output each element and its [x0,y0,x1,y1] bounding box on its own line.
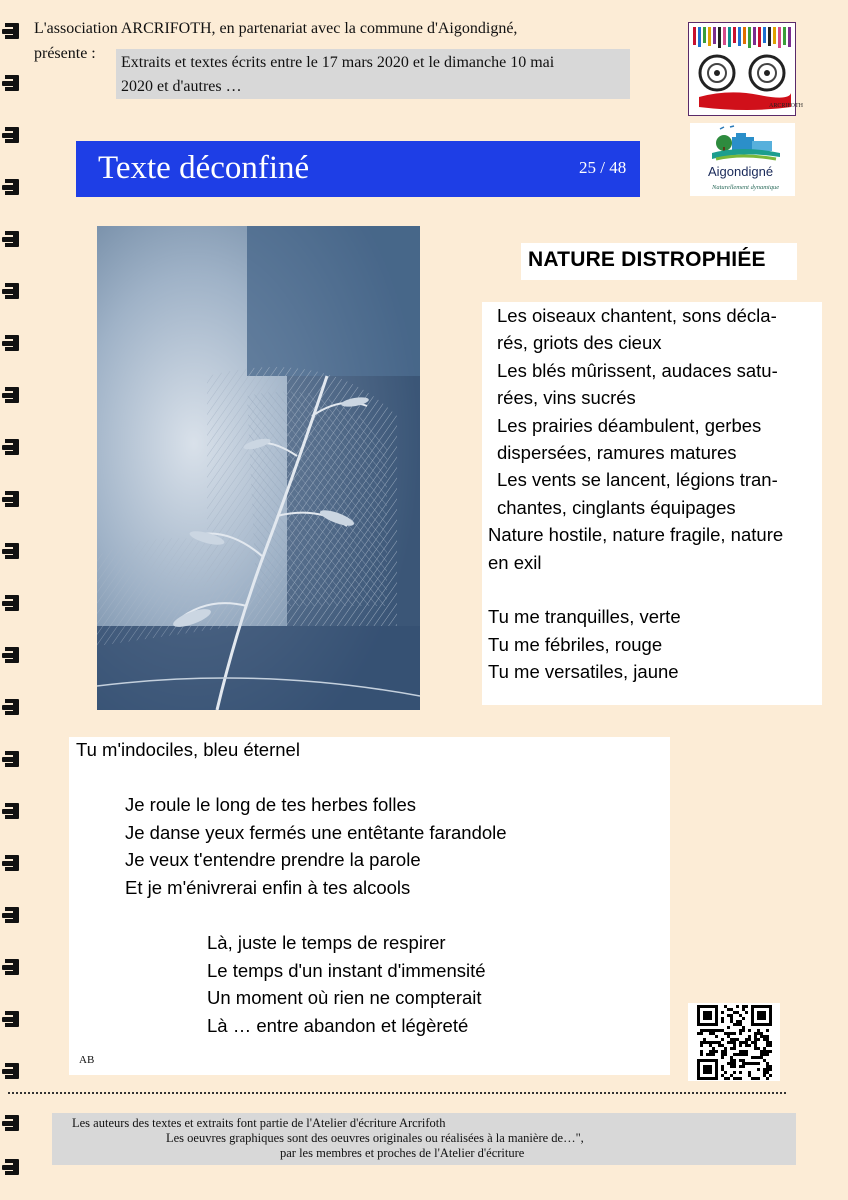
binding-ring-icon [2,283,20,299]
binding-ring-icon [2,439,20,455]
binding-ring-icon [2,387,20,403]
poem-line: Les prairies déambulent, gerbes [497,414,762,436]
qr-code-icon[interactable] [688,1003,780,1081]
binding-ring-icon [2,231,20,247]
poem-line: Nature hostile, nature fragile, nature [488,524,784,546]
arcrifoth-logo [688,22,804,116]
aigondigne-logo [690,123,795,196]
binding-ring-icon [2,803,20,819]
binding-ring-icon [2,855,20,871]
binding-ring-icon [2,1159,20,1175]
poem-line: Je roule le long de tes herbes folles [125,794,417,815]
artwork-graphic [97,226,420,710]
poem-line: dispersées, ramures matures [497,442,737,463]
footer-line-2: Les oeuvres graphiques sont des oeuvres originales ou réalisées à la manière de…", [166,1131,584,1145]
poem-line: Les blés mûrissent, audaces satu- [497,359,778,381]
poem-line: Là, juste le temps de respirer [207,932,446,953]
binding-ring-icon [2,543,20,559]
binding-ring-icon [2,1115,20,1131]
poem-line: Un moment où rien ne compterait [207,987,482,1008]
qr-code-graphic [688,1003,780,1081]
binding-ring-icon [2,75,20,91]
subtitle-line-1: Extraits et textes écrits entre le 17 mars 2020 et le dimanche 10 mai [121,54,555,71]
binding-ring-icon [2,907,20,923]
notebook-binding [0,0,26,1200]
poem-line: Tu me fébriles, rouge [488,633,663,655]
binding-ring-icon [2,647,20,663]
arcrifoth-logo-graphic [689,23,804,115]
poem-line: en exil [488,551,542,573]
binding-ring-icon [2,1011,20,1027]
artwork-image [97,226,420,710]
binding-ring-icon [2,751,20,767]
poem-line: Je veux t'entendre prendre la parole [125,849,421,870]
aigondigne-logo-text: Aigondigné [708,164,774,179]
binding-ring-icon [2,23,20,39]
footer-line-3: par les membres et proches de l'Atelier d'écriture [280,1146,525,1160]
binding-ring-icon [2,335,20,351]
binding-ring-icon [2,959,20,975]
binding-ring-icon [2,491,20,507]
intro-line-1: L'association ARCRIFOTH, en partenariat avec la commune d'Aigondigné, [34,20,518,37]
poem-line: chantes, cinglants équipages [497,496,736,518]
binding-ring-icon [2,595,20,611]
footer-line-1: Les auteurs des textes et extraits font partie de l'Atelier d'écriture Arcrifoth [72,1116,446,1130]
author-initials: AB [79,1054,95,1066]
poem-line: Là … entre abandon et légèreté [207,1014,469,1036]
poem-line: Et je m'énivrerai enfin à tes alcools [125,876,411,898]
footer-divider [8,1092,786,1094]
binding-ring-icon [2,127,20,143]
poem-title: NATURE DISTROPHIÉE [528,248,766,271]
binding-ring-icon [2,699,20,715]
binding-ring-icon [2,1063,20,1079]
aigondigne-logo-graphic [690,123,795,196]
page-number: 25 / 48 [579,158,627,177]
poem-line: Tu m'indociles, bleu éternel [76,739,300,760]
poem-line: rés, griots des cieux [497,332,662,354]
arcrifoth-logo-text: ARCRIFOTH [769,103,804,109]
poem-line: Tu me tranquilles, verte [488,606,681,628]
poem-line: Les vents se lancent, légions tran- [497,469,778,491]
binding-ring-icon [2,179,20,195]
poem-line: Les oiseaux chantent, sons décla- [497,305,777,326]
page-title: Texte déconfiné [98,150,310,186]
poem-line: rées, vins sucrés [497,387,636,409]
poem-line: Je danse yeux fermés une entêtante farandole [125,821,507,843]
intro-line-2: présente : [34,45,96,62]
poem-line: Tu me versatiles, jaune [488,661,679,683]
subtitle-line-2: 2020 et d'autres … [121,78,242,95]
poem-line: Le temps d'un instant d'immensité [207,959,486,981]
aigondigne-logo-tagline: Naturellement dynamique [712,184,780,191]
subtitle [121,51,626,99]
